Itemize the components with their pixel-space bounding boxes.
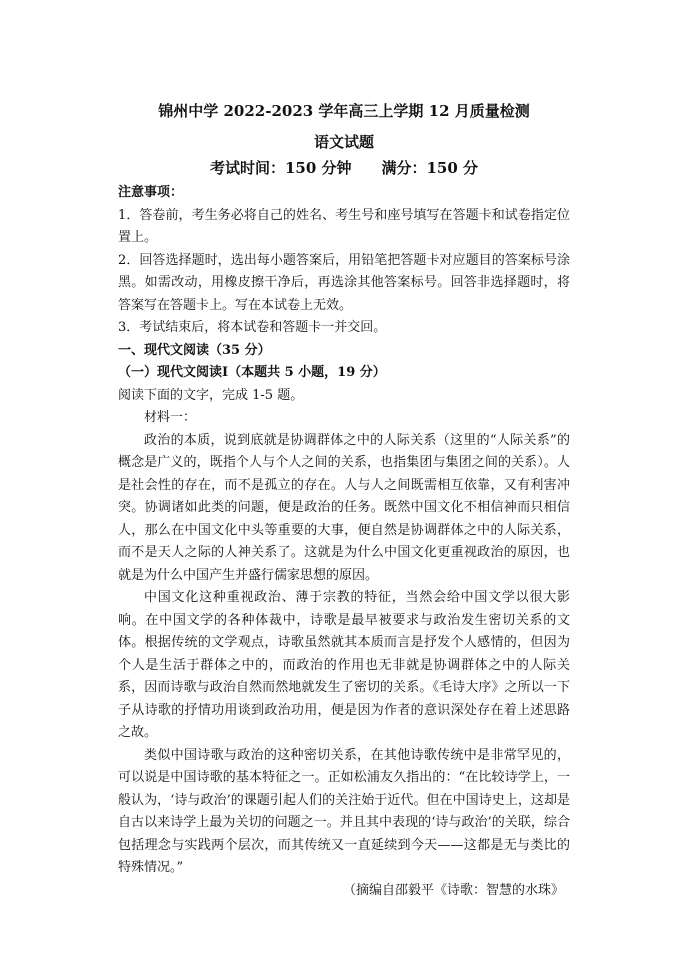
notice-item-3: 3．考试结束后，将本试卷和答题卡一并交回。 (118, 320, 387, 335)
exam-title: 锦州中学 2022-2023 学年高三上学期 12 月质量检测 (158, 102, 530, 120)
exam-body (118, 182, 570, 902)
notice-item-2: 2．回答选择题时，选出每小题答案后，用铅笔把答题卡对应题目的答案标号涂黑。如需改动，用橡皮擦干净后，再选涂其他答案标号。回答非选择题时，将答案写在答题卡上。写在本试卷上无效。 (118, 252, 570, 313)
reading-instruction: 阅读下面的文字，完成 1-5 题。 (118, 387, 304, 403)
section-heading: 一、现代文阅读（35 分） (118, 342, 271, 358)
passage-paragraph-1: 政治的本质，说到底就是协调群体之中的人际关系（这里的“人际关系”的概念是广义的，既指个人与个人之间的关系，也指集团与集团之间的关系）。人是社会性的存在，而不是孤立的存在。人与人之间既需相互依靠，又有利害冲突。协调诸如此类的问题，便是政治的任务。既然中国文化不相信神而只相信人，那么在中国文化中头等重要的大事，便自然是协调群体之中的人际关系，而不是天人之际的人神关系了。这就是为什么中国文化更重视政治的原因，也就是为什么中国产生并盛行儒家思想的原因。 (118, 432, 570, 583)
full-score: 满分：150 分 (381, 159, 479, 177)
subject-title: 语文试题 (313, 133, 374, 151)
material-label: 材料一： (144, 410, 197, 425)
passage-paragraph-3: 类似中国诗歌与政治的这种密切关系，在其他诗歌传统中是非常罕见的，可以说是中国诗歌的基本特征之一。正如松浦友久指出的：“在比较诗学上，一般认为，‘诗与政治’的课题引起人们的关注始于近代。但在中国诗史上，这却是自古以来诗学上最为关切的问题之一。并且其中表现的‘诗与政治’的关联，综合包括理念与实践两个层次，而其传统又一直延续到今天——这都是无与类比的特殊情况。” (118, 747, 570, 875)
notice-item-1: 1．答卷前，考生务必将自己的姓名、考生号和座号填写在答题卡和试卷指定位置上。 (118, 207, 570, 245)
exam-meta (0, 157, 688, 178)
exam-time: 考试时间：150 分钟 (209, 159, 352, 177)
notice-heading: 注意事项： (118, 185, 184, 200)
source-citation: （摘编自邵毅平《诗歌：智慧的水珠》 (342, 882, 564, 898)
subsection-heading: （一）现代文阅读Ⅰ（本题共 5 小题，19 分） (118, 365, 386, 380)
passage-paragraph-2: 中国文化这种重视政治、薄于宗教的特征，当然会给中国文学以很大影响。在中国文学的各种体裁中，诗歌是最早被要求与政治发生密切关系的文体。根据传统的文学观点，诗歌虽然就其本质而言是抒发个人感情的，但因为个人是生活于群体之中的，而政治的作用也无非就是协调群体之中的人际关系，因而诗歌与政治自然而然地就发生了密切的关系。《毛诗大序》之所以一下子从诗歌的抒情功用谈到政治功用，便是因为作者的意识深处存在着上述思路之故。 (118, 590, 570, 740)
